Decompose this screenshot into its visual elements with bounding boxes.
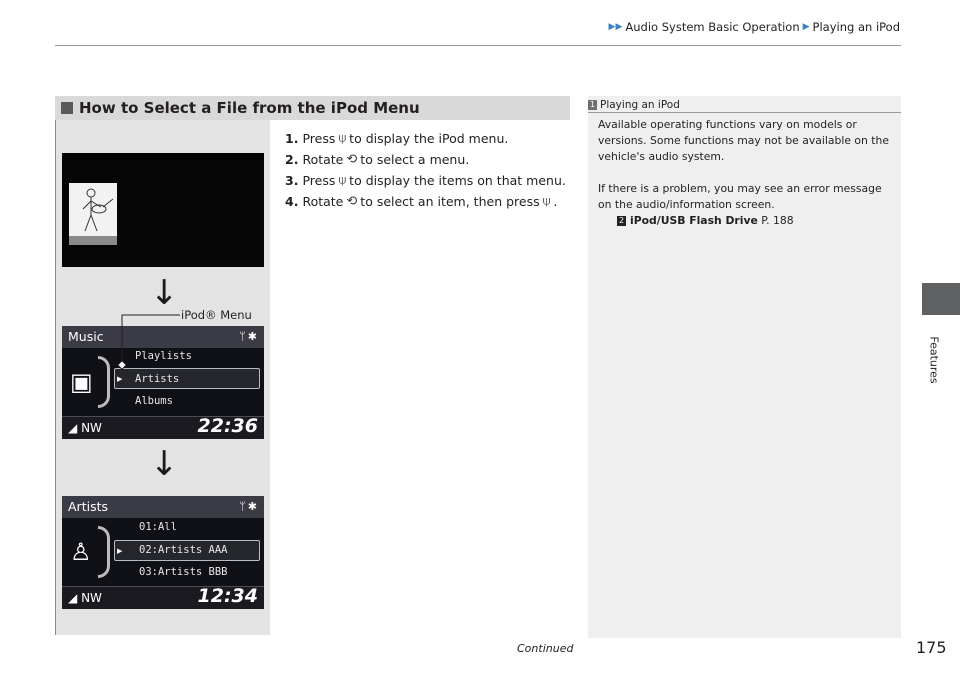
album-art-band (69, 236, 117, 245)
step-1: 1. Press ⍦ to display the iPod menu. (285, 128, 570, 149)
usb-bluetooth-icon: ᛘ✱ (239, 330, 259, 343)
screen-header (62, 496, 264, 518)
now-playing-screen (62, 153, 264, 267)
note-badge: 1 (589, 99, 596, 109)
chapter-label: Features (927, 336, 941, 384)
reference-label: iPod/USB Flash Drive (630, 214, 758, 227)
breadcrumb-arrow-icon: ▶▶ (608, 22, 623, 32)
list-item-selected[interactable]: Artists (135, 373, 180, 385)
breadcrumb-arrow-icon: ▶ (802, 22, 810, 32)
list-item[interactable]: 01:All (139, 521, 177, 533)
press-knob-icon: ⍦ (338, 173, 347, 188)
section-title: How to Select a File from the iPod Menu (79, 99, 420, 117)
list-item[interactable]: Playlists (135, 350, 192, 362)
knob-arc (98, 356, 110, 408)
rotate-knob-icon: ⟲ (346, 152, 358, 167)
instruction-steps (285, 128, 570, 212)
press-knob-icon: ⍦ (338, 131, 347, 146)
step-2: 2. Rotate ⟲ to select a menu. (285, 149, 570, 170)
chapter-tab[interactable] (922, 283, 960, 315)
clock: 22:36 (197, 415, 258, 437)
screen-footer (62, 416, 264, 439)
list-item-selected[interactable]: 02:Artists AAA (139, 544, 228, 556)
page-number: 175 (916, 638, 947, 657)
ipod-icon: ▣ (70, 368, 93, 396)
note-title: Playing an iPod (600, 98, 680, 111)
screen-title: Music (68, 329, 104, 344)
square-bullet-icon (61, 102, 73, 114)
usb-bluetooth-icon: ᛘ✱ (239, 500, 259, 513)
compass-readout: ◢ NW (68, 421, 102, 435)
breadcrumb-part-1[interactable]: Audio System Basic Operation (625, 20, 800, 34)
artist-icon: ♙ (70, 538, 92, 566)
compass-readout: ◢ NW (68, 591, 102, 605)
continued-label: Continued (517, 642, 574, 655)
section-heading (55, 96, 570, 120)
callout-leader (110, 312, 185, 372)
header-divider (55, 45, 901, 46)
clock: 12:34 (197, 585, 258, 607)
note-body (598, 117, 894, 229)
compass-arrow-icon: ◢ (68, 421, 78, 435)
screen-footer (62, 586, 264, 609)
album-art-image (69, 183, 117, 245)
note-paragraph: If there is a problem, you may see an error message on the audio/information screen. (598, 182, 882, 211)
reference-icon: 2 (618, 216, 625, 225)
compass-arrow-icon: ◢ (68, 591, 78, 605)
down-arrow-icon: ↓ (150, 444, 179, 484)
breadcrumb-part-2[interactable]: Playing an iPod (812, 20, 900, 34)
callout-label: iPod® Menu (181, 308, 252, 322)
screen-title: Artists (68, 499, 108, 514)
menu-list (62, 518, 264, 586)
note-paragraph: Available operating functions vary on models or versions. Some functions may not be available on the vehicle's audio system. (598, 118, 890, 163)
breadcrumb (609, 20, 900, 34)
down-arrow-icon: ↓ (150, 273, 179, 313)
list-item[interactable]: Albums (135, 395, 173, 407)
rotate-knob-icon: ⟲ (346, 194, 358, 209)
guitarist-icon (69, 183, 117, 237)
step-3: 3. Press ⍦ to display the items on that menu. (285, 170, 570, 191)
note-panel (588, 96, 901, 638)
note-header (588, 97, 901, 113)
selection-arrow-icon: ▶ (117, 547, 123, 555)
knob-arc (98, 526, 110, 578)
cross-reference-link[interactable] (617, 213, 894, 229)
selection-arrow-icon: ▶ (117, 375, 123, 383)
step-4: 4. Rotate ⟲ to select an item, then press ⍦ . (285, 191, 570, 212)
list-item[interactable]: 03:Artists BBB (139, 566, 228, 578)
press-knob-icon: ⍦ (542, 194, 551, 209)
artists-menu-screen (62, 496, 264, 609)
reference-page: P. 188 (761, 214, 794, 227)
